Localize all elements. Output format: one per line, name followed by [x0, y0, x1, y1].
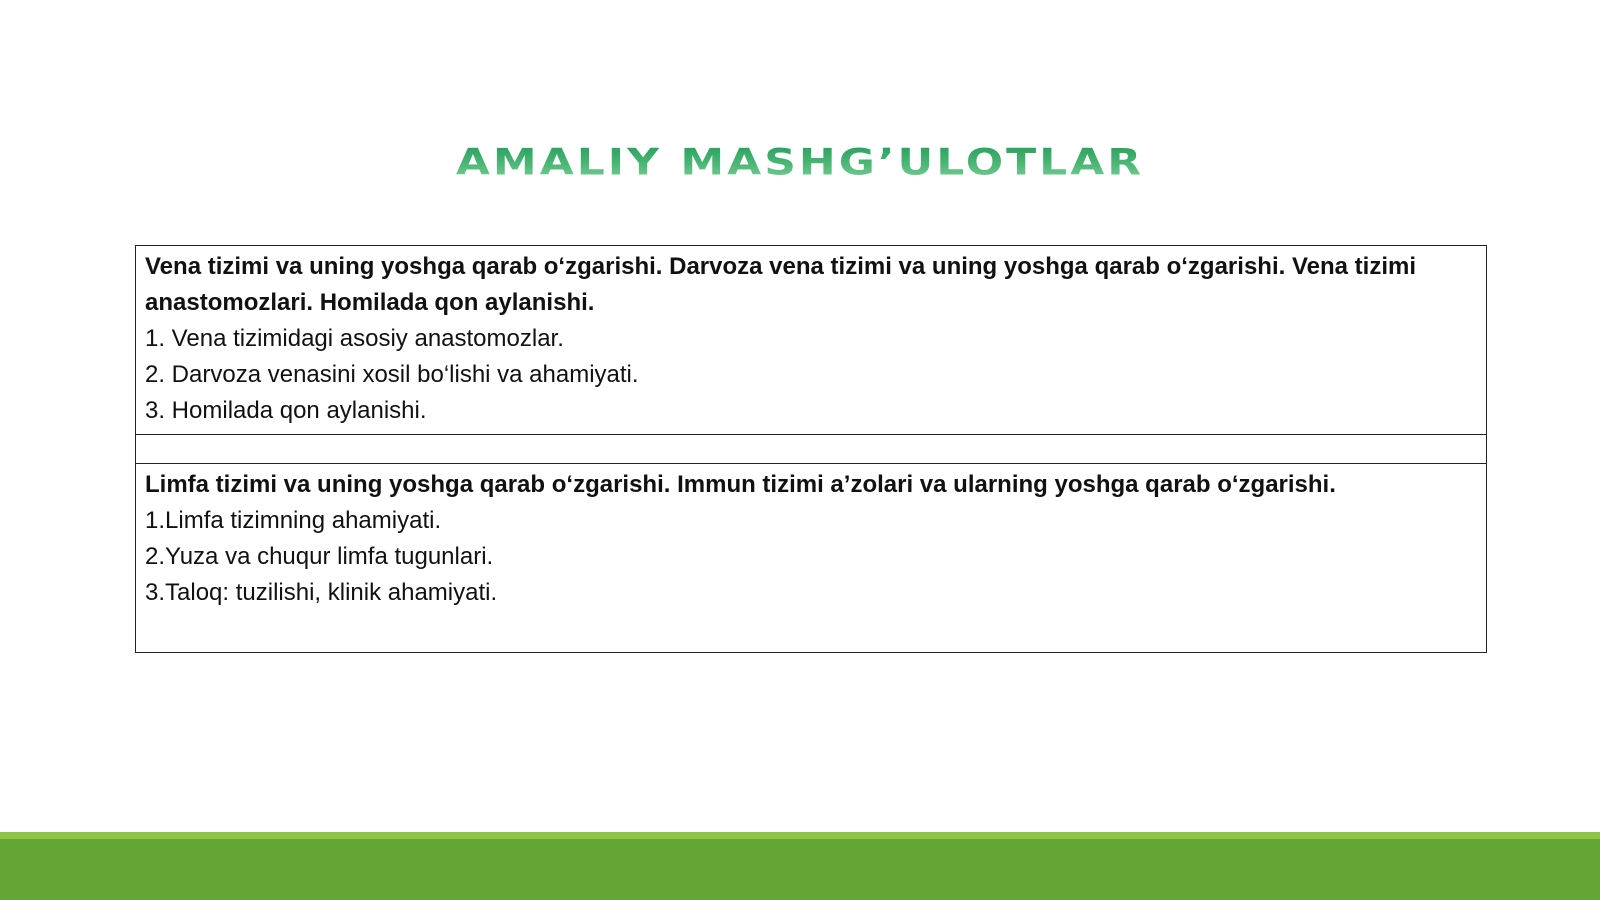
topic-items-list: [145, 503, 1478, 611]
topic-cell-limfa: [136, 464, 1487, 653]
topic-items-list: [145, 321, 1478, 429]
topics-table: [135, 245, 1487, 653]
footer-bar: [0, 832, 1600, 900]
table-row: [136, 464, 1487, 653]
list-item: 2.Yuza va chuqur limfa tugunlari.: [145, 543, 494, 570]
table-row-empty: [136, 435, 1487, 464]
table-row: [136, 246, 1487, 435]
section-heading: Limfa tizimi va uning yoshga qarab o‘zgarishi. Immun tizimi a’zolari va ularning yoshga qarab o‘zgarishi.: [145, 471, 1336, 498]
list-item: 2. Darvoza venasini xosil bo‘lishi va ahamiyati.: [145, 361, 639, 388]
list-item: 3.Taloq: tuzilishi, klinik ahamiyati.: [145, 579, 498, 606]
list-item: 1.Limfa tizimning ahamiyati.: [145, 507, 442, 534]
topic-cell-vena: [136, 246, 1487, 435]
slide-title: AMALIY MASHG’ULOTLAR: [0, 140, 1600, 186]
section-heading: Vena tizimi va uning yoshga qarab o‘zgarishi. Darvoza vena tizimi va uning yoshga qarab o‘zgarishi. Vena tizimi anastomozlari. Homilada qon aylanishi.: [145, 253, 1416, 316]
list-item: 1. Vena tizimidagi asosiy anastomozlar.: [145, 325, 564, 352]
list-item: 3. Homilada qon aylanishi.: [145, 397, 427, 424]
empty-cell: [136, 435, 1487, 464]
